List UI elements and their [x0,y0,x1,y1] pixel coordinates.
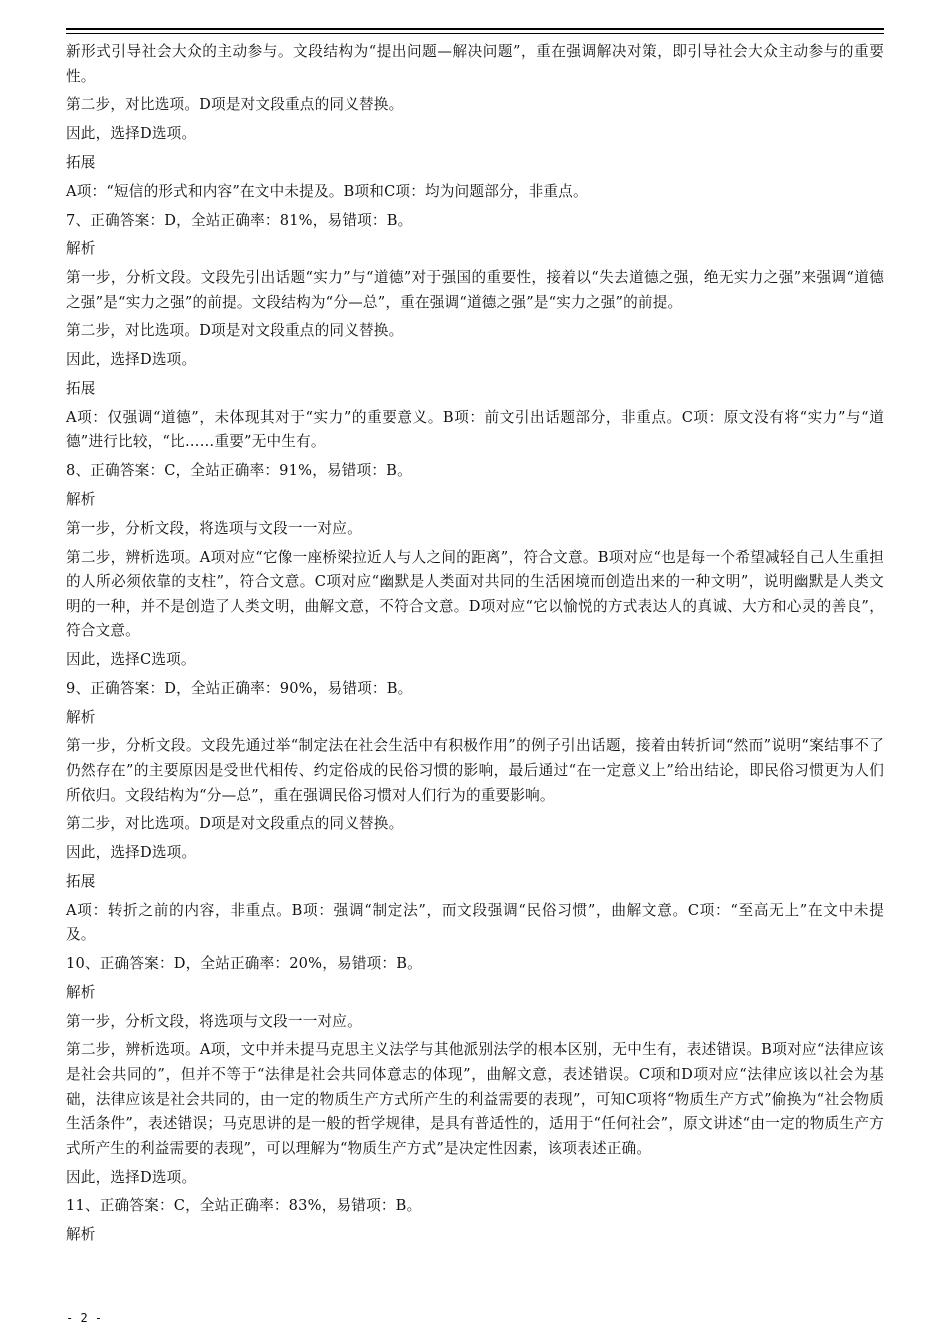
section-label: 拓展 [66,872,96,890]
paragraph: 新形式引导社会大众的主动参与。文段结构为“提出问题—解决问题”，重在强调解决对策，即引导社会大众主动参与的重要性。 [66,43,884,85]
section-label: 拓展 [66,380,96,397]
header-rule-thin [66,33,884,34]
paragraph: 第一步，分析文段。文段先通过举“制定法在社会生活中有积极作用”的例子引出话题，接着由转折词“然而”说明“案结事不了仍然存在”的主要原因是受世代相传、约定俗成的民俗习惯的影响，最后通过“在一定意义上”给出结论，即民俗习惯更为人们所依归。文段结构为“分—总”，重在强调民俗习惯对人们行为的重要影响。 [66,737,884,804]
page-number: - 2 - [66,1311,103,1325]
header-rule-thick [66,28,884,30]
section-label: 解析 [66,490,96,508]
paragraph: A项：转折之前的内容，非重点。B项：强调“制定法”，而文段强调“民俗习惯”，曲解文意。C项：“至高无上”在文中未提及。 [66,901,884,944]
answer-line: 11、正确答案：C，全站正确率：83%，易错项：B。 [66,1197,422,1215]
paragraph: 第一步，分析文段，将选项与文段一一对应。 [66,1012,362,1030]
document-body [66,40,884,1252]
section-label: 解析 [66,1226,96,1244]
paragraph: A项：“短信的形式和内容”在文中未提及。B项和C项：均为问题部分，非重点。 [66,182,588,200]
paragraph: 因此，选择D选项。 [66,351,197,369]
section-label: 解析 [66,708,96,726]
paragraph: 第二步，辨析选项。A项，文中并未提马克思主义法学与其他派别法学的根本区别，无中生有，表述错误。B项对应“法律应该是社会共同的”，但并不等于“法律是社会共同体意志的体现”，曲解文意，表述错误。C项和D项对应“法律应该以社会为基础，法律应该是社会共同的，由一定的物质生产方式所产生的利益需要的表现”，可知C项将“物质生产方式”偷换为“社会物质生活条件”，表述错误；马克思讲的是一般的哲学规律，是具有普适性的，适用于“任何社会”，原文讲述“由一定的物质生产方式所产生的利益需要的表现”，可以理解为“物质生产方式”是决定性因素，该项表述正确。 [66,1041,884,1157]
paragraph: 因此，选择D选项。 [66,1168,197,1186]
section-label: 解析 [66,983,96,1001]
paragraph: 因此，选择D选项。 [66,844,197,862]
paragraph: 第一步，分析文段。文段先引出话题“实力”与“道德”对于强国的重要性，接着以“失去道德之强，绝无实力之强”来强调“道德之强”是“实力之强”的前提。文段结构为“分—总”，重在强调“道德之强”是“实力之强”的前提。 [66,269,884,311]
section-label: 解析 [66,240,96,258]
answer-line: 7、正确答案：D，全站正确率：81%，易错项：B。 [66,211,413,229]
paragraph: 因此，选择C选项。 [66,651,196,669]
answer-line: 9、正确答案：D，全站正确率：90%，易错项：B。 [66,679,413,697]
paragraph: 第一步，分析文段，将选项与文段一一对应。 [66,519,362,537]
paragraph: 第二步，对比选项。D项是对文段重点的同义替换。 [66,96,404,114]
paragraph: 第二步，辨析选项。A项对应“它像一座桥梁拉近人与人之间的距离”，符合文意。B项对应“也是每一个希望减轻自己人生重担的人所必须依靠的支柱”，符合文意。C项对应“幽默是人类面对共同的生活困境而创造出来的一种文明”，说明幽默是人类文明的一种，并不是创造了人类文明，曲解文意，不符合文意。D项对应“它以愉悦的方式表达人的真诚、大方和心灵的善良”，符合文意。 [66,548,884,640]
section-label: 拓展 [66,153,96,171]
answer-line: 10、正确答案：D，全站正确率：20%，易错项：B。 [66,955,422,973]
paragraph: A项：仅强调“道德”，未体现其对于“实力”的重要意义。B项：前文引出话题部分，非重点。C项：原文没有将“实力”与“道德”进行比较，“比……重要”无中生有。 [66,408,884,451]
paragraph: 第二步，对比选项。D项是对文段重点的同义替换。 [66,322,404,340]
paragraph: 因此，选择D选项。 [66,125,197,143]
paragraph: 第二步，对比选项。D项是对文段重点的同义替换。 [66,815,404,833]
answer-line: 8、正确答案：C，全站正确率：91%，易错项：B。 [66,462,412,480]
